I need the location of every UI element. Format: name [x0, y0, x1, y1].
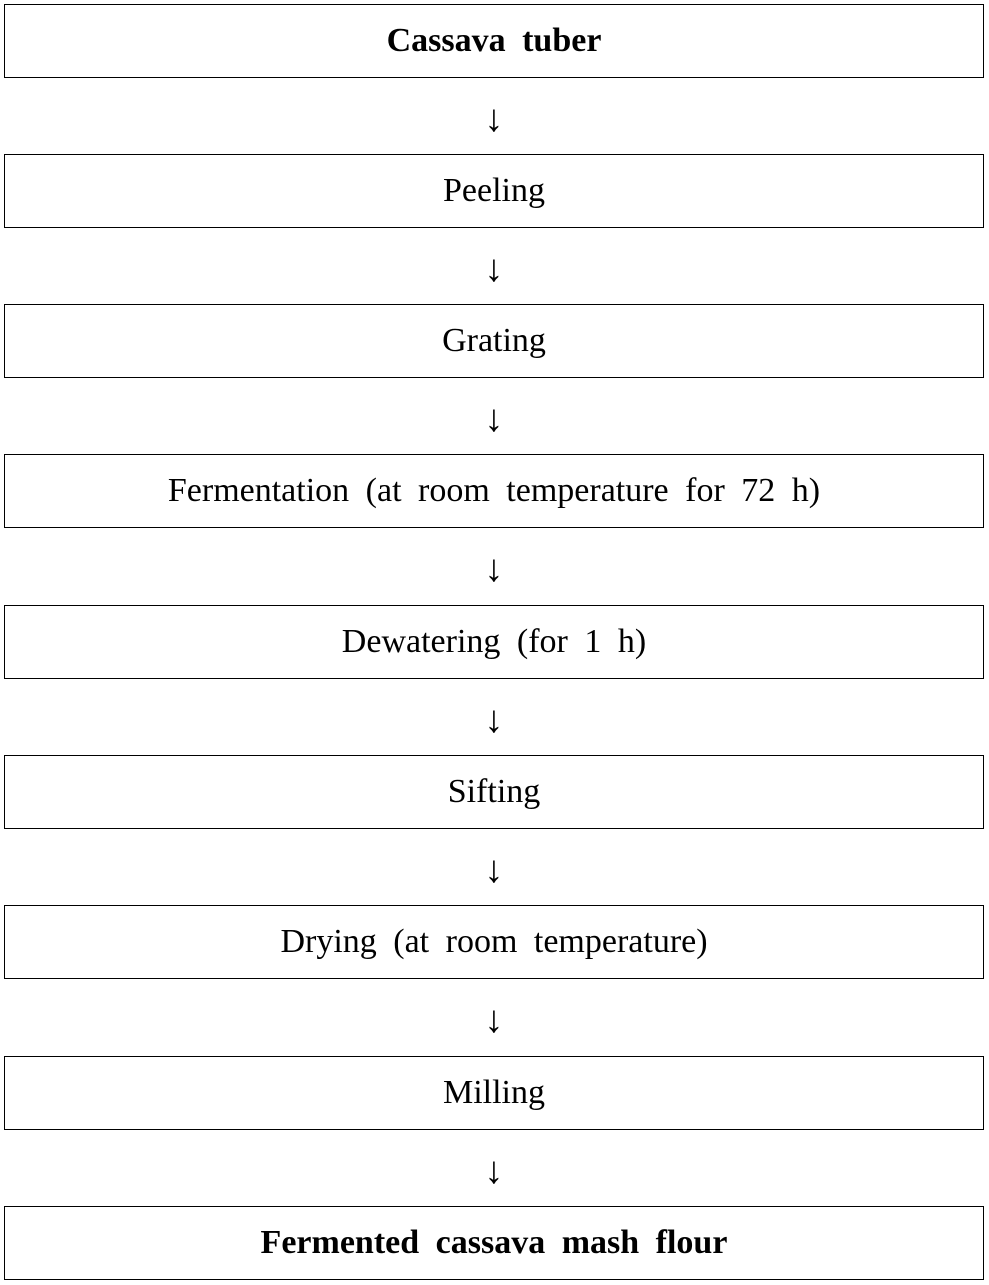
- step-drying: Drying (at room temperature): [4, 905, 984, 979]
- down-arrow-icon: ↓: [484, 98, 504, 140]
- step-milling: Milling: [4, 1056, 984, 1130]
- step-cassava-tuber: Cassava tuber: [4, 4, 984, 78]
- step-sifting: Sifting: [4, 755, 984, 829]
- down-arrow-icon: ↓: [484, 398, 504, 440]
- down-arrow-icon: ↓: [484, 849, 504, 891]
- step-peeling: Peeling: [4, 154, 984, 228]
- step-fermented-cassava-mash-flour: Fermented cassava mash flour: [4, 1206, 984, 1280]
- step-dewatering: Dewatering (for 1 h): [4, 605, 984, 679]
- down-arrow-icon: ↓: [484, 548, 504, 590]
- down-arrow-icon: ↓: [484, 999, 504, 1041]
- step-grating: Grating: [4, 304, 984, 378]
- step-fermentation: Fermentation (at room temperature for 72 h): [4, 454, 984, 528]
- down-arrow-icon: ↓: [484, 1150, 504, 1192]
- down-arrow-icon: ↓: [484, 699, 504, 741]
- down-arrow-icon: ↓: [484, 248, 504, 290]
